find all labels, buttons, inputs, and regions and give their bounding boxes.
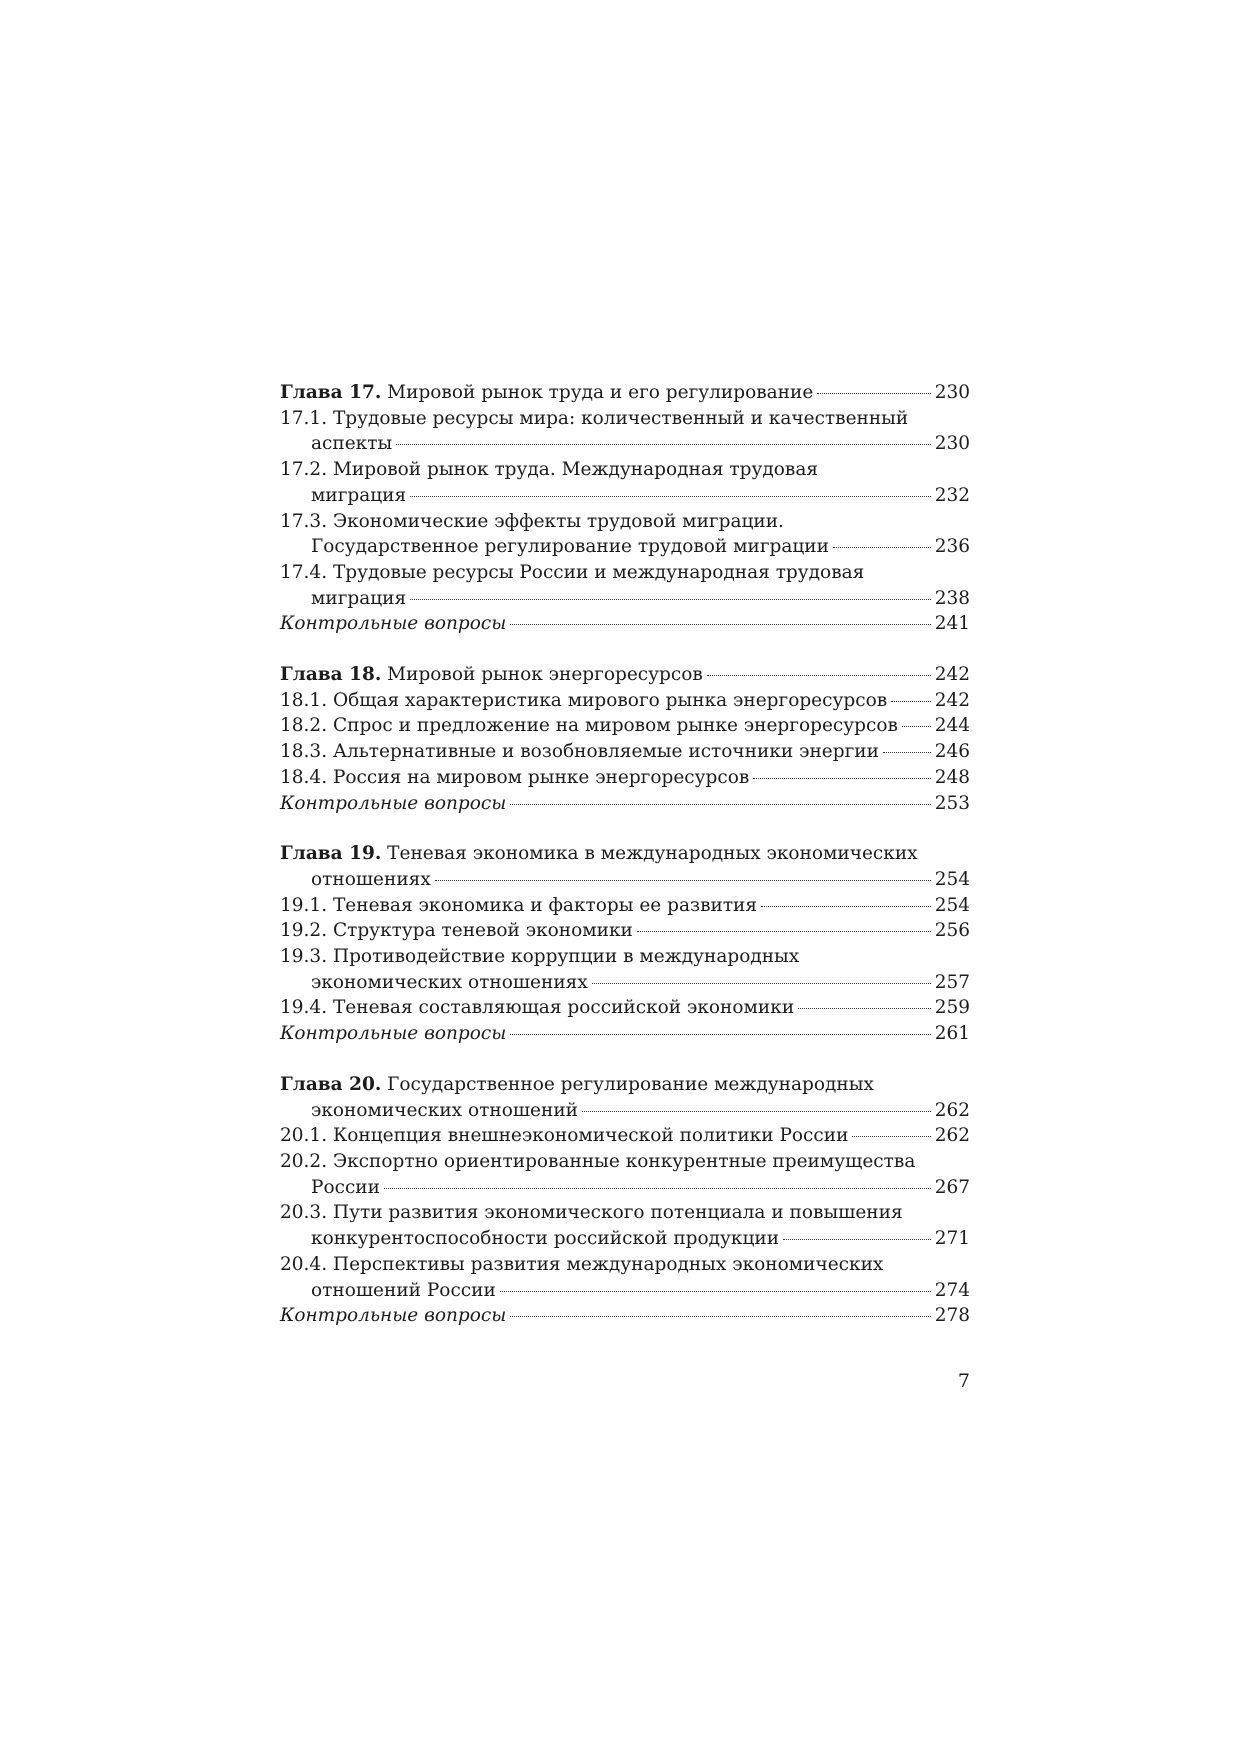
page-number: 7 <box>957 1370 970 1392</box>
toc-section[interactable] <box>280 1252 970 1303</box>
dot-leader <box>707 675 931 676</box>
section-title: 19.1. Теневая экономика и факторы ее развития <box>280 894 758 916</box>
toc-section[interactable] <box>280 1123 970 1149</box>
dot-leader <box>817 393 930 394</box>
control-questions[interactable] <box>280 1303 970 1329</box>
section-title: 20.1. Концепция внешнеэкономической политики России <box>280 1125 849 1147</box>
section-title: 18.2. Спрос и предложение на мировом рынке энергоресурсов <box>280 715 898 737</box>
toc-section[interactable] <box>280 765 970 791</box>
dot-leader <box>783 1239 931 1240</box>
dot-leader <box>637 931 931 932</box>
page-ref: 230 <box>934 382 970 403</box>
dot-leader <box>510 1316 930 1317</box>
chapter-heading[interactable] <box>280 380 970 406</box>
dot-leader <box>798 1008 931 1009</box>
dot-leader <box>500 1291 931 1292</box>
chapter-title: Мировой рынок энергоресурсов <box>387 664 703 686</box>
page-ref: 248 <box>934 766 970 788</box>
control-questions-label: Контрольные вопросы <box>280 792 507 814</box>
chapter-heading[interactable] <box>280 841 970 892</box>
page-ref: 244 <box>934 715 970 737</box>
page-ref: 242 <box>934 664 970 686</box>
chapter-label: Глава 19. <box>280 843 382 865</box>
dot-leader <box>592 983 931 984</box>
chapter-label: Глава 20. <box>280 1073 382 1095</box>
section-title-cont: отношений России <box>311 1279 496 1301</box>
toc-section[interactable] <box>280 995 970 1021</box>
dot-leader <box>396 444 930 445</box>
page-ref: 254 <box>934 868 970 890</box>
section-title-cont: конкурентоспособности российской продукции <box>311 1228 780 1250</box>
section-title: 17.1. Трудовые ресурсы мира: количественный и качественный <box>280 407 909 429</box>
toc-section[interactable] <box>280 1200 970 1251</box>
chapter-title: Теневая экономика в международных экономических <box>387 843 918 865</box>
section-title-cont: Государственное регулирование трудовой миграции <box>311 536 829 558</box>
dot-leader <box>753 778 930 779</box>
page-ref: 238 <box>934 587 970 609</box>
dot-leader <box>510 624 930 625</box>
page-ref: 262 <box>934 1099 970 1121</box>
page-ref: 246 <box>934 741 970 763</box>
toc-section[interactable] <box>280 560 970 611</box>
chapter-title: Государственное регулирование международных <box>387 1073 874 1095</box>
page-ref: 257 <box>934 971 970 993</box>
section-title-cont: России <box>311 1176 380 1198</box>
section-title: 19.2. Структура теневой экономики <box>280 920 633 942</box>
dot-leader <box>761 906 931 907</box>
page-ref: 230 <box>934 433 970 455</box>
chapter-18 <box>280 662 970 816</box>
chapter-title-cont: экономических отношений <box>311 1099 578 1121</box>
toc-section[interactable] <box>280 713 970 739</box>
toc-section[interactable] <box>280 893 970 919</box>
page-ref: 262 <box>934 1125 970 1147</box>
page-ref: 259 <box>934 997 970 1019</box>
toc-section[interactable] <box>280 944 970 995</box>
section-title: 19.3. Противодействие коррупции в международных <box>280 946 800 968</box>
chapter-label: Глава 17. <box>280 382 382 403</box>
section-title: 20.2. Экспортно ориентированные конкурентные преимущества <box>280 1150 916 1172</box>
chapter-17 <box>280 380 970 637</box>
section-title-cont: экономических отношениях <box>311 971 588 993</box>
page-ref: 274 <box>934 1279 970 1301</box>
toc-section[interactable] <box>280 406 970 457</box>
page-ref: 261 <box>934 1023 970 1045</box>
chapter-title-cont: отношениях <box>311 868 431 890</box>
control-questions[interactable] <box>280 791 970 817</box>
toc-section[interactable] <box>280 457 970 508</box>
chapter-19 <box>280 841 970 1047</box>
page-ref: 278 <box>934 1305 970 1327</box>
toc-section[interactable] <box>280 509 970 560</box>
dot-leader <box>510 1034 930 1035</box>
section-title-cont: аспекты <box>311 433 393 455</box>
control-questions-label: Контрольные вопросы <box>280 1023 507 1045</box>
dot-leader <box>883 752 931 753</box>
chapter-title: Мировой рынок труда и его регулирование <box>387 382 814 403</box>
dot-leader <box>891 701 931 702</box>
dot-leader <box>833 547 931 548</box>
chapter-heading[interactable] <box>280 662 970 688</box>
page-ref: 253 <box>934 792 970 814</box>
page-ref: 267 <box>934 1176 970 1198</box>
page-ref: 271 <box>934 1228 970 1250</box>
section-title: 20.4. Перспективы развития международных экономических <box>280 1253 884 1275</box>
page-ref: 256 <box>934 920 970 942</box>
dot-leader <box>384 1188 931 1189</box>
section-title-cont: миграция <box>311 587 407 609</box>
page-ref: 232 <box>934 484 970 506</box>
section-title-cont: миграция <box>311 484 407 506</box>
control-questions-label: Контрольные вопросы <box>280 1305 507 1327</box>
toc-section[interactable] <box>280 918 970 944</box>
dot-leader <box>582 1111 931 1112</box>
section-title: 18.3. Альтернативные и возобновляемые источники энергии <box>280 741 879 763</box>
section-title: 17.4. Трудовые ресурсы России и международная трудовая <box>280 561 865 583</box>
chapter-20 <box>280 1072 970 1329</box>
section-title: 17.2. Мировой рынок труда. Международная трудовая <box>280 459 819 481</box>
chapter-heading[interactable] <box>280 1072 970 1123</box>
page-ref: 242 <box>934 689 970 711</box>
page-ref: 254 <box>934 894 970 916</box>
chapter-label: Глава 18. <box>280 664 382 686</box>
section-title: 18.1. Общая характеристика мирового рынка энергоресурсов <box>280 689 888 711</box>
dot-leader <box>902 726 931 727</box>
control-questions[interactable] <box>280 1021 970 1047</box>
toc-section[interactable] <box>280 739 970 765</box>
dot-leader <box>410 496 931 497</box>
section-title: 17.3. Экономические эффекты трудовой миграции. <box>280 510 784 532</box>
toc-section[interactable] <box>280 688 970 714</box>
dot-leader <box>510 804 930 805</box>
section-title: 18.4. Россия на мировом рынке энергоресурсов <box>280 766 750 788</box>
dot-leader <box>435 880 931 881</box>
dot-leader <box>410 599 931 600</box>
section-title: 20.3. Пути развития экономического потенциала и повышения <box>280 1202 903 1224</box>
toc-section[interactable] <box>280 1149 970 1200</box>
table-of-contents <box>280 380 970 1354</box>
dot-leader <box>852 1136 930 1137</box>
page-ref: 236 <box>934 536 970 558</box>
control-questions-label: Контрольные вопросы <box>280 613 507 635</box>
page-ref: 241 <box>934 613 970 635</box>
control-questions[interactable] <box>280 611 970 637</box>
section-title: 19.4. Теневая составляющая российской экономики <box>280 997 795 1019</box>
